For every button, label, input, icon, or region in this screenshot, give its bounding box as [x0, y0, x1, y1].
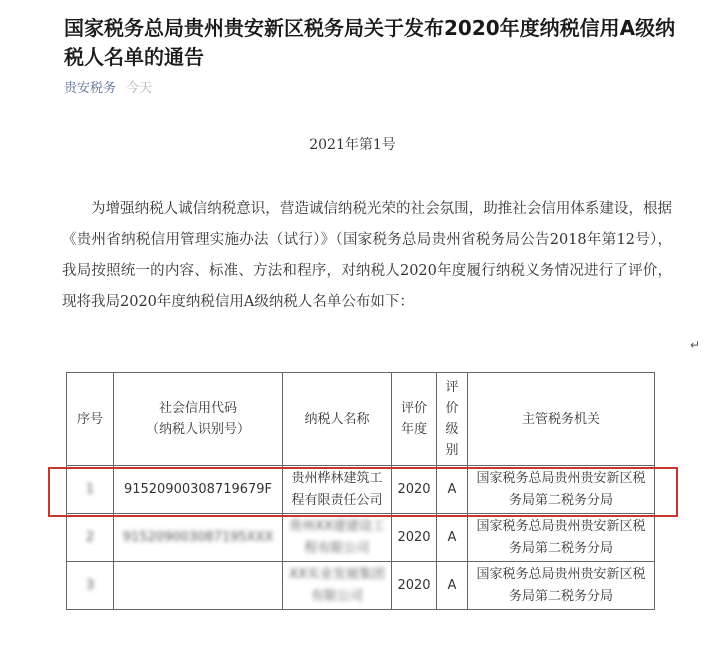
row-seq: 3 [67, 562, 114, 610]
row-taxpayer-name: 贵州XX建建设工程有限公司 [283, 514, 392, 562]
paragraph-mark: ↵ [690, 338, 701, 352]
header-taxpayer-name: 纳税人名称 [283, 373, 392, 466]
row-taxpayer-name: XX实业发展集团有限公司 [283, 562, 392, 610]
highlight-box [48, 467, 678, 517]
table-header-row [67, 373, 655, 466]
row-taxpayer-name: 贵州桦林建筑工程有限责任公司 [283, 466, 392, 514]
row-tax-authority: 国家税务总局贵州贵安新区税务局第二税务分局 [468, 514, 655, 562]
row-credit-code [114, 562, 283, 610]
header-tax-authority: 主管税务机关 [468, 373, 655, 466]
publish-date: 今天 [126, 81, 153, 96]
header-seq: 序号 [67, 373, 114, 466]
row-eval-year: 2020 [392, 466, 437, 514]
table-row [67, 514, 655, 562]
document-number: 2021年第1号 [309, 137, 396, 153]
row-tax-authority: 国家税务总局贵州贵安新区税务局第二税务分局 [468, 466, 655, 514]
header-eval-year: 评价年度 [392, 373, 437, 466]
row-credit-code: 91520900308719679F [114, 466, 283, 514]
row-eval-level: A [437, 466, 468, 514]
row-seq: 1 [67, 466, 114, 514]
header-eval-level: 评价级别 [437, 373, 468, 466]
header-credit-code: 社会信用代码 （纳税人识别号） [114, 373, 283, 466]
row-eval-level: A [437, 514, 468, 562]
row-eval-year: 2020 [392, 514, 437, 562]
row-eval-year: 2020 [392, 562, 437, 610]
article-title: 国家税务总局贵州贵安新区税务局关于发布2020年度纳税信用A级纳税人名单的通告 [64, 16, 676, 69]
article-meta [64, 80, 152, 98]
table-row [67, 562, 655, 610]
row-eval-level: A [437, 562, 468, 610]
row-seq: 2 [67, 514, 114, 562]
row-tax-authority: 国家税务总局贵州贵安新区税务局第二税务分局 [468, 562, 655, 610]
row-credit-code: 915209003087195XXX [114, 514, 283, 562]
author-link[interactable]: 贵安税务 [64, 81, 117, 96]
article-body: 为增强纳税人诚信纳税意识，营造诚信纳税光荣的社会氛围，助推社会信用体系建设，根据《贵州省纳税信用管理实施办法（试行）》（国家税务总局贵州省税务局公告2018年第12号），我局按照统一的内容、标准、方法和程序，对纳税人2020年度履行纳税义务情况进行了评价，现将我局2020年度纳税信用A级纳税人名单公布如下： [62, 201, 672, 310]
